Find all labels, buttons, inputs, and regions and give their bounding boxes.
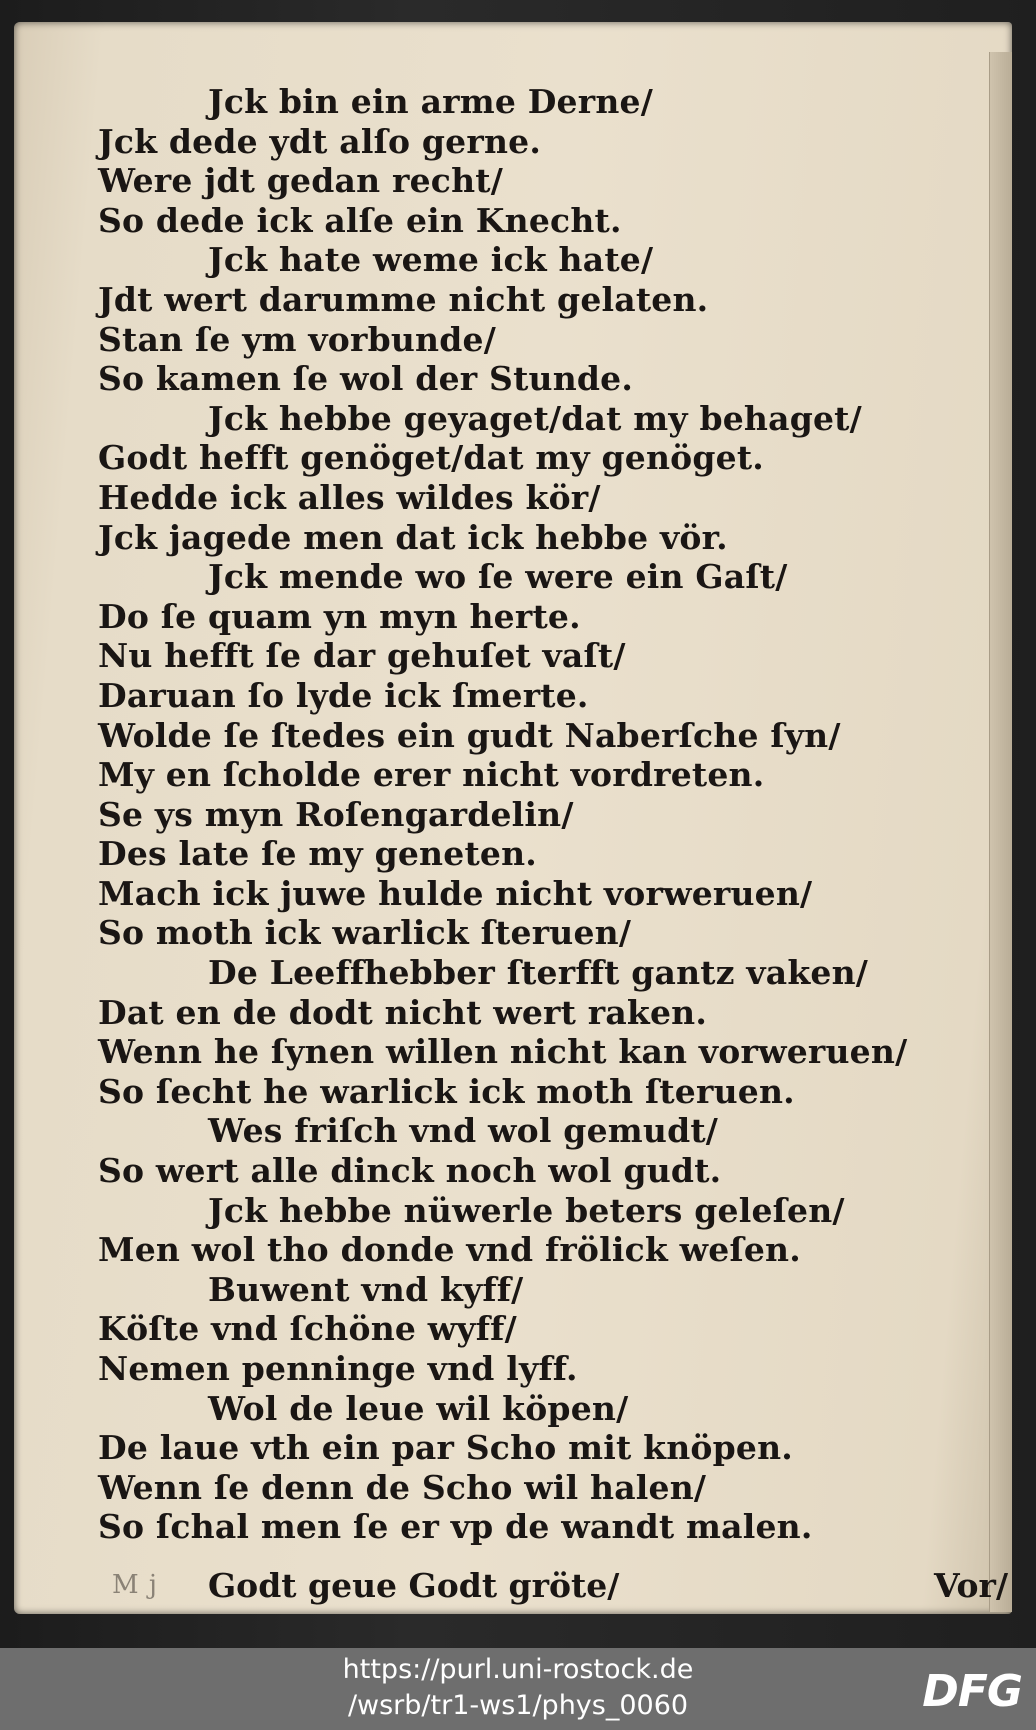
text-line: Godt hefft genöget/dat my genöget. xyxy=(98,438,764,478)
text-line: So dede ick alſe ein Knecht. xyxy=(98,200,622,240)
text-line: Jck jagede men dat ick hebbe vör. xyxy=(98,517,728,557)
text-line: Stan ſe ym vorbunde/ xyxy=(98,319,496,359)
poem-text-block xyxy=(98,82,978,1547)
url-line-1[interactable]: https://purl.uni-rostock.de xyxy=(342,1654,694,1685)
text-line: De laue vth ein par Scho mit knöpen. xyxy=(98,1428,793,1468)
text-line: Wenn ſe denn de Scho wil halen/ xyxy=(98,1467,707,1507)
text-line: Jck mende wo ſe were ein Gaſt/ xyxy=(208,557,788,597)
dfg-logo: DFG xyxy=(922,1666,1022,1717)
text-line: Se ys myn Roſengardelin/ xyxy=(98,794,574,834)
text-line: Des late ſe my geneten. xyxy=(98,834,537,874)
text-line: Jck hate weme ick hate/ xyxy=(208,240,654,280)
last-text-line: Godt geue Godt gröte/ xyxy=(208,1566,620,1605)
catchword: Vor/ xyxy=(933,1566,1008,1605)
text-line: Wol de leue wil köpen/ xyxy=(208,1388,629,1428)
text-line: Nu hefft ſe dar gehuſet vaſt/ xyxy=(98,636,626,676)
text-line: So kamen ſe wol der Stunde. xyxy=(98,359,634,399)
page-foot xyxy=(98,1566,1008,1606)
text-line: Wenn he ſynen willen nicht kan vorweruen/ xyxy=(98,1032,908,1072)
text-line: Jdt wert darumme nicht gelaten. xyxy=(98,279,709,319)
text-line: Buwent vnd kyff/ xyxy=(208,1269,524,1309)
text-line: Hedde ick alles wildes kör/ xyxy=(98,477,601,517)
text-line: Daruan ſo lyde ick ſmerte. xyxy=(98,675,589,715)
text-line: Do ſe quam yn myn herte. xyxy=(98,596,581,636)
text-line: Jck bin ein arme Derne/ xyxy=(208,82,653,121)
source-url-bar xyxy=(0,1648,1036,1730)
text-line: De Leeffhebber ſterfft gantz vaken/ xyxy=(208,953,869,993)
text-line: Dat en de dodt nicht wert raken. xyxy=(98,992,708,1032)
text-line: So moth ick warlick ſteruen/ xyxy=(98,913,632,953)
book-page xyxy=(14,22,1012,1614)
text-line: My en ſcholde erer nicht vordreten. xyxy=(98,755,765,795)
text-line: Köſte vnd ſchöne wyff/ xyxy=(98,1309,517,1349)
text-line: Mach ick juwe hulde nicht vorweruen/ xyxy=(98,873,813,913)
page-edge xyxy=(989,52,1012,1612)
text-line: Wolde ſe ſtedes ein gudt Naberſche ſyn/ xyxy=(98,715,841,755)
text-line: So ſecht he warlick ick moth ſteruen. xyxy=(98,1071,795,1111)
text-line: Nemen penninge vnd lyff. xyxy=(98,1349,578,1388)
text-line: Men wol tho donde vnd frölick weſen. xyxy=(98,1230,801,1270)
text-line: Were jdt gedan recht/ xyxy=(98,161,503,201)
text-line: So wert alle dinck noch wol gudt. xyxy=(98,1151,722,1191)
signature-mark: M j xyxy=(112,1570,158,1600)
text-line: Jck hebbe geyaget/dat my behaget/ xyxy=(208,398,862,438)
text-line: So ſchal men ſe er vp de wandt malen. xyxy=(98,1507,813,1547)
text-line: Jck dede ydt alſo gerne. xyxy=(98,121,542,161)
text-line: Wes friſch vnd wol gemudt/ xyxy=(208,1111,719,1151)
text-line: Jck hebbe nüwerle beters geleſen/ xyxy=(208,1190,845,1230)
url-line-2[interactable]: /wsrb/tr1-ws1/phys_0060 xyxy=(347,1690,689,1721)
